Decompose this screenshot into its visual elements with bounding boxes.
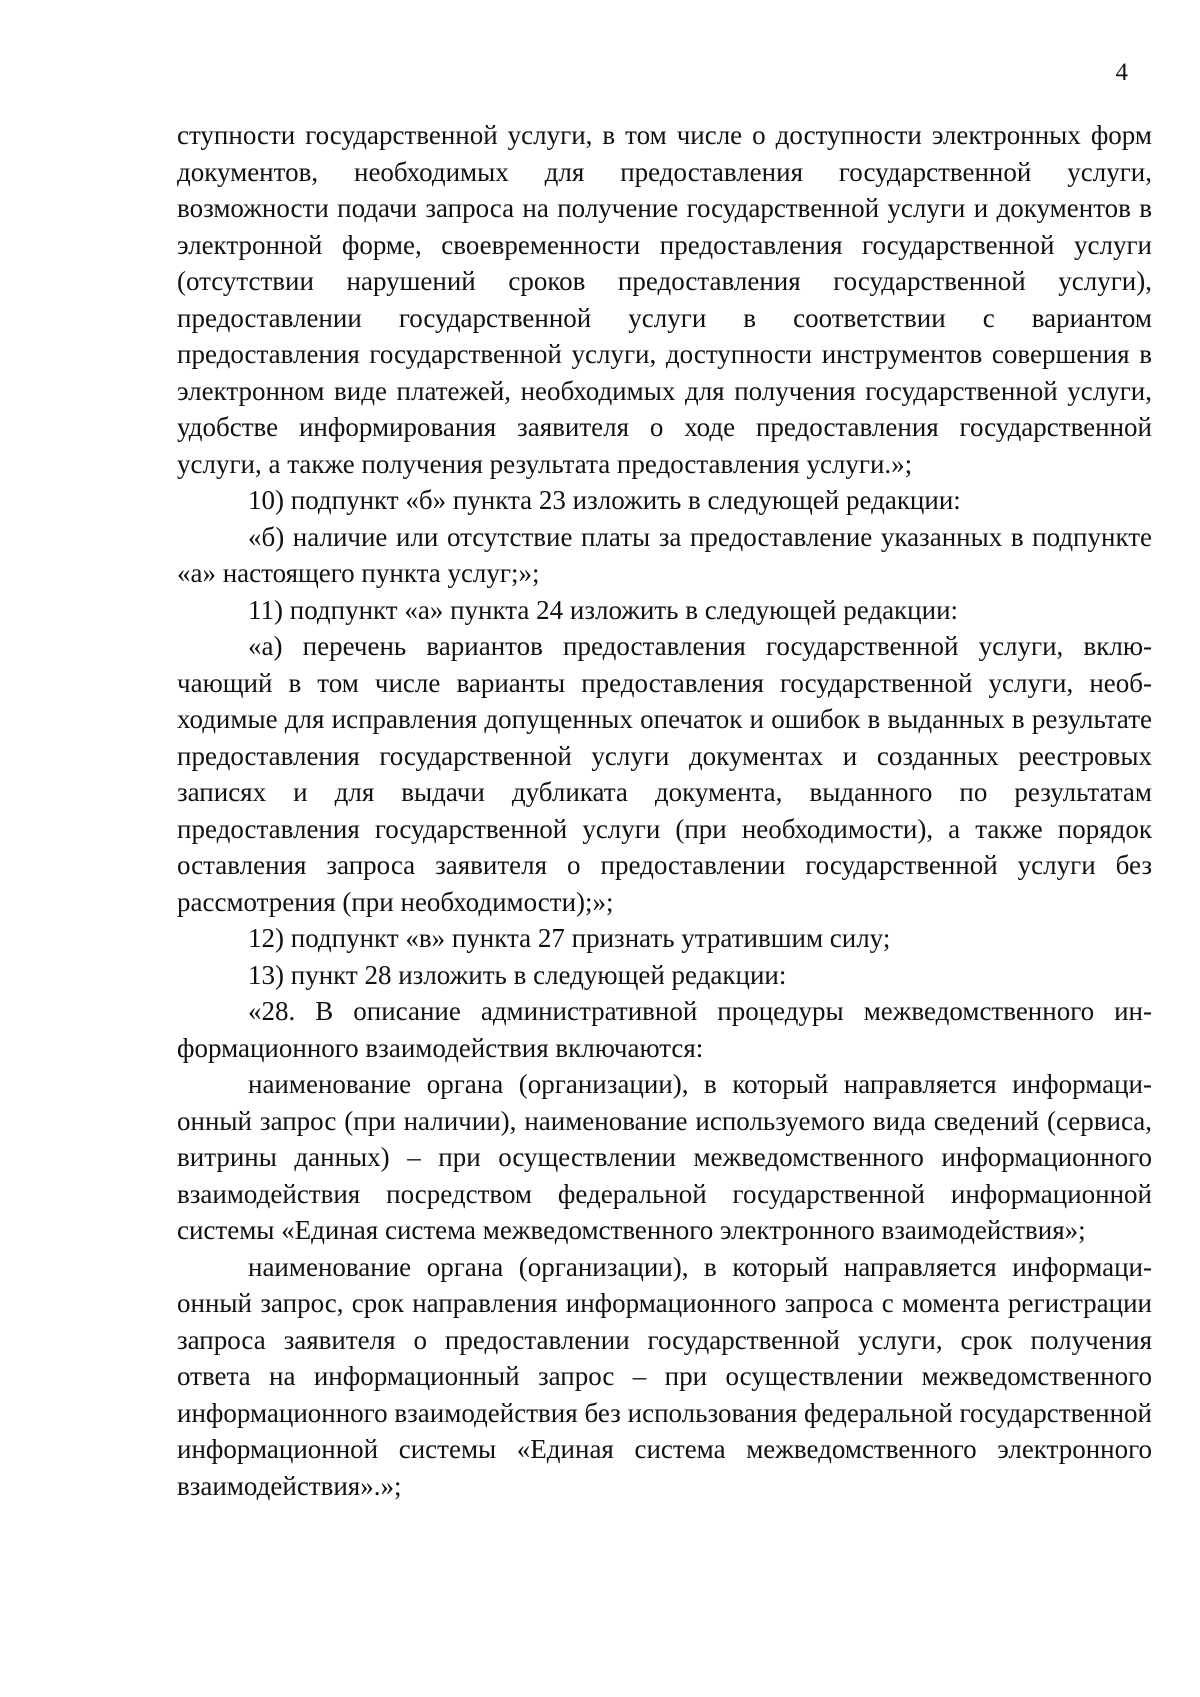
document-body <box>177 117 1152 1504</box>
paragraph-subitem-b: «б) наличие или отсутствие платы за предоставление указанных в подпункте «а» настоящего пункта услуг;»; <box>177 521 1152 588</box>
paragraph-item-11: 11) подпункт «а» пункта 24 изложить в следующей редакции: <box>248 594 959 625</box>
paragraph-item-12: 12) подпункт «в» пункта 27 признать утратившим силу; <box>248 923 891 953</box>
paragraph-clause-28-part-1: наименование органа (организации), в который направляется информационный запрос (при наличии), наименование используемого вида сведений (сервиса, витрины данных) – при осуществлении межведомственного информационного взаимодействия посредством федеральной государственной информационной системы «Единая система межведомственного электронного взаимодействия»; <box>177 1069 1152 1245</box>
paragraph-clause-28-part-2: наименование органа (организации), в который направляется информационный запрос, срок направления информационного запроса с момента регистрации запроса заявителя о предоставлении государственной услуги, срок получения ответа на информационный запрос – при осуществлении межведомственного информационного взаимодействия без использования федеральной государственной информационной системы «Единая система межведомственного электронного взаимодействия».»; <box>177 1251 1152 1501</box>
paragraph-subitem-a: «а) перечень вариантов предоставления государственной услуги, включающий в том числе варианты предоставления государственной услуги, необходимые для исправления допущенных опечаток и ошибок в выданных в результате предоставления государственной услуги документах и созданных реестровых записях и для выдачи дубликата документа, выданного по результатам предоставления государственной услуги (при необходимости), а также порядок оставления запроса заявителя о предоставлении государственной услуги без рассмотрения (при необходимости);»; <box>177 631 1152 917</box>
paragraph-item-13: 13) пункт 28 изложить в следующей редакции: <box>248 959 787 990</box>
paragraph-clause-28: «28. В описание административной процедуры межведомственного информационного взаимодействия включаются: <box>177 996 1152 1063</box>
paragraph-continuation: ступности государственной услуги, в том числе о доступности электронных форм документов, необходимых для предоставления государственной услуги, возможности подачи запроса на получение государственной услуги и документов в электронной форме, своевременности предоставления государственной услуги (отсутствии нарушений сроков предоставления государственной услуги), предоставлении государственной услуги в соответствии с вариантом предоставления государственной услуги, доступности инструментов совершения в электронном виде платежей, необходимых для получения государственной услуги, удобстве информирования заявителя о ходе предоставления государственной услуги, а также получения результата предоставления услуги.»; <box>177 120 1152 479</box>
paragraph-item-10: 10) подпункт «б» пункта 23 изложить в следующей редакции: <box>248 485 961 515</box>
page-number: 4 <box>1115 59 1128 86</box>
